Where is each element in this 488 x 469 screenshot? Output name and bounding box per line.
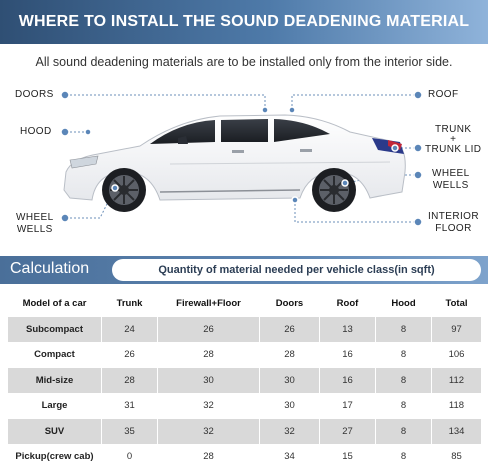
table-header-row xyxy=(8,291,482,317)
car-illustration xyxy=(0,80,488,250)
table-row xyxy=(8,393,482,419)
callout-doors: DOORS xyxy=(15,89,54,100)
table-cell: 28 xyxy=(102,368,158,394)
callout-dot-icon xyxy=(61,214,69,222)
table-cell: Compact xyxy=(8,342,102,368)
table-cell: 112 xyxy=(432,368,482,394)
table-cell: SUV xyxy=(8,419,102,445)
callout-dot-icon xyxy=(85,129,91,135)
page-header xyxy=(0,0,488,44)
callout-line: FLOOR xyxy=(435,223,472,234)
callout-line: INTERIOR xyxy=(428,211,479,222)
table-cell: 16 xyxy=(320,368,376,394)
table-cell: 34 xyxy=(260,444,320,469)
table-cell: 8 xyxy=(376,444,432,469)
table-cell: 97 xyxy=(432,317,482,343)
table-cell: 24 xyxy=(102,317,158,343)
table-cell: 32 xyxy=(158,419,260,445)
column-header: Roof xyxy=(320,291,376,317)
table-cell: 35 xyxy=(102,419,158,445)
rear-wheel xyxy=(312,168,356,212)
callout-dot-icon xyxy=(289,107,295,113)
calculation-pill-text: Quantity of material needed per vehicle class(in sqft) xyxy=(158,264,435,276)
table-cell: 0 xyxy=(102,444,158,469)
page-title: WHERE TO INSTALL THE SOUND DEADENING MATERIAL xyxy=(18,13,470,30)
table-cell: 32 xyxy=(260,419,320,445)
subtitle-text: All sound deadening materials are to be installed only from the interior side. xyxy=(35,55,453,69)
table-cell: 30 xyxy=(260,368,320,394)
callout-dot-icon xyxy=(262,107,268,113)
callout-line: WELLS xyxy=(432,180,469,191)
table-cell: 32 xyxy=(158,393,260,419)
table-cell: 13 xyxy=(320,317,376,343)
table-cell: 8 xyxy=(376,368,432,394)
callout-dot-icon xyxy=(112,185,118,191)
callout-line: + xyxy=(450,134,457,145)
callout-dot-icon xyxy=(292,197,298,203)
column-header: Doors xyxy=(260,291,320,317)
column-header: Hood xyxy=(376,291,432,317)
table-cell: 31 xyxy=(102,393,158,419)
callout-interior-floor xyxy=(428,211,479,235)
callout-dot-icon xyxy=(414,218,422,226)
table-cell: 30 xyxy=(158,368,260,394)
callout-wheel-wells-left xyxy=(16,212,54,236)
table-row xyxy=(8,444,482,469)
callout-line: WHEEL xyxy=(16,212,54,223)
table-cell: 30 xyxy=(260,393,320,419)
table-cell: Mid-size xyxy=(8,368,102,394)
car-diagram xyxy=(0,80,488,250)
table-row xyxy=(8,317,482,343)
table-cell: 15 xyxy=(320,444,376,469)
callout-roof: ROOF xyxy=(428,89,459,100)
callout-line: TRUNK xyxy=(434,124,472,135)
callout-line: TRUNK LID xyxy=(425,144,482,155)
front-wheel xyxy=(102,168,146,212)
table-cell: 28 xyxy=(260,342,320,368)
callout-dot-icon xyxy=(414,144,422,152)
callout-wheel-wells-right xyxy=(432,168,470,192)
table-cell: 26 xyxy=(260,317,320,343)
calculation-title: Calculation xyxy=(10,260,90,277)
table-cell: 17 xyxy=(320,393,376,419)
column-header: Model of a car xyxy=(8,291,102,317)
callout-dot-icon xyxy=(61,128,69,136)
callout-dot-icon xyxy=(342,180,348,186)
table-cell: 8 xyxy=(376,393,432,419)
callout-trunk xyxy=(425,124,481,156)
callout-hood: HOOD xyxy=(20,126,52,137)
table-cell: 16 xyxy=(320,342,376,368)
table-row xyxy=(8,342,482,368)
table-cell: 118 xyxy=(432,393,482,419)
table-cell: 8 xyxy=(376,419,432,445)
table-cell: 106 xyxy=(432,342,482,368)
table-cell: 134 xyxy=(432,419,482,445)
callout-dot-icon xyxy=(61,91,69,99)
column-header: Trunk xyxy=(102,291,158,317)
table-cell: Subcompact xyxy=(8,317,102,343)
quantity-table xyxy=(7,290,481,469)
callout-dot-icon xyxy=(414,91,422,99)
column-header: Total xyxy=(432,291,482,317)
table-row xyxy=(8,419,482,445)
table-cell: 85 xyxy=(432,444,482,469)
table-cell: Pickup(crew cab) xyxy=(8,444,102,469)
table-cell: 27 xyxy=(320,419,376,445)
column-header: Firewall+Floor xyxy=(158,291,260,317)
table-cell: Large xyxy=(8,393,102,419)
table-cell: 28 xyxy=(158,444,260,469)
table-cell: 8 xyxy=(376,342,432,368)
callout-dot-icon xyxy=(392,145,398,151)
table-cell: 28 xyxy=(158,342,260,368)
table-cell: 26 xyxy=(158,317,260,343)
callout-dot-icon xyxy=(414,171,422,179)
calculation-pill xyxy=(112,259,481,281)
calculation-bar xyxy=(0,256,488,284)
callout-line: WELLS xyxy=(16,224,53,235)
callout-line: WHEEL xyxy=(432,168,470,179)
table-cell: 26 xyxy=(102,342,158,368)
table-row xyxy=(8,368,482,394)
table-cell: 8 xyxy=(376,317,432,343)
